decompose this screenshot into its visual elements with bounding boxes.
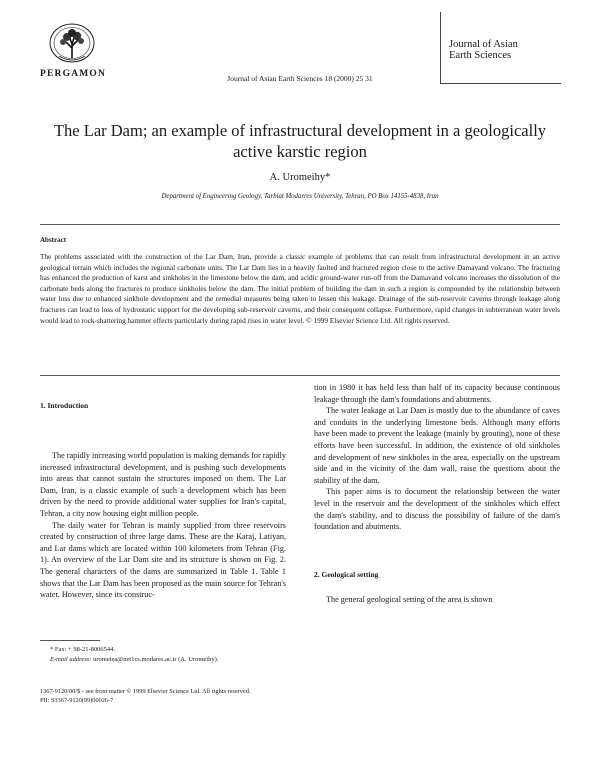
footnote-fax: * Fax: + 98-21-8006544. xyxy=(50,646,116,653)
journal-name-line1: Journal of Asian xyxy=(449,39,518,50)
tree-emblem-icon xyxy=(47,22,97,68)
intro-paragraph-1: The rapidly increasing world population is making demands for rapidly increased infrastructural development, and is pushing such developments into areas that cannot sustain the structures imposed on them. The Lar Dam, Iran, is a classic example of such a development which has been driven by the need to provide additional water supplies for Iran's capital, Tehran, a city now housing eight million people. xyxy=(40,451,286,518)
footnote-rule xyxy=(40,640,100,641)
intro-paragraph-3: tion in 1980 it has held less than half of its capacity because continuous leakage through the dam's foundations and abutments. xyxy=(314,383,560,404)
pii-line: PII: S1367-9120(99)00026-7 xyxy=(40,696,114,704)
journal-name-line2: Earth Sciences xyxy=(449,50,512,61)
intro-paragraph-4: The water leakage at Lar Dam is mostly due to the abundance of caves and conduits in the underlying limestone beds. Although many efforts have been made to prevent the leakage (mainly by grouting), none of these efforts have been successful. In addition, the existence of old sinkholes and development of new sinkholes in the area, especially on the upstream side and in the vicinity of the dam wall, raise the questions about the stability of the dam. xyxy=(314,406,560,485)
footnote-email-line xyxy=(40,655,218,665)
intro-paragraph-5: This paper aims is to document the relationship between the water level in the reservoir and the development of the sinkholes which effect the dam's stability, and to discuss the possibility of failure of the dam's foundation and abutments. xyxy=(314,487,560,532)
article-author: A. Uromeihy* xyxy=(269,172,331,183)
copyright-line: 1367-9120/00/$ - see front matter © 1999 Elsevier Science Ltd. All rights reserved. xyxy=(40,688,251,695)
journal-reference: Journal of Asian Earth Sciences 18 (2000) 25 31 xyxy=(227,74,373,83)
abstract-heading: Abstract xyxy=(40,236,67,244)
footnote-email-label: E-mail address: xyxy=(50,655,92,663)
journal-name xyxy=(449,39,518,61)
author-affiliation: Department of Engineering Geology, Tarbiat Modarres University, Tehran, PO Box 14155-4838, Iran xyxy=(161,193,439,200)
section-heading-geological-setting: 2. Geological setting xyxy=(314,569,379,579)
right-column xyxy=(314,382,560,606)
article-title: The Lar Dam; an example of infrastructural development in a geologically active karstic region xyxy=(53,121,547,161)
intro-paragraph-2: The daily water for Tehran is mainly supplied from three reservoirs created by construction of three large dams. These are the Karaj, Latiyan, and Lar dams which are located within 100 kilometers from Tehran (Fig. 1). An overview of the Lar Dam site and its structure is shown on Fig. 2. The general characters of the dams are summarized in Table 1. Table 1 shows that the Lar Dam has been proposed as the main source for Tehran's water. However, since its construc- xyxy=(40,520,286,600)
geology-paragraph-1: The general geological setting of the area is shown xyxy=(326,595,493,605)
footnote-email: uromeiea@net1cs.modares.ac.ir (A. Uromeihy). xyxy=(93,655,219,663)
publisher-logo xyxy=(47,22,97,68)
left-column xyxy=(40,401,286,601)
copyright-block xyxy=(40,688,250,705)
abstract-bottom-rule xyxy=(40,375,560,376)
abstract-text: The problems associated with the construction of the Lar Dam, Iran, provide a classic example of problems that can result from infrastructural development in an active geological terrain which includes the regional carbonate units. The Lar Dam lies in a heavily faulted and fractured region close to the active Damavand volcano. The fracturing has enhanced the production of karst and sinkholes in the limestone below the dam, and acidic ground-water run-off from the Damavand volcano increases the dissolution of the carbonate beds along the fractures to produce sinkholes below the dam. The initial problem of building the dam in such a region is compounded by the relationship between water loss due to enhanced sinkhole development and the remedial measures being taken to lessen this leakage. Drainage of the sub-reservoir caverns through leakage along fractures can lead to loss of hydrostatic support for the developing sub-reservoir caverns, and their consequent collapse. Furthermore, rapid changes in subterranean water levels would lead to rock-shattering hammer effects particularly during rapid rises in water level. © 1999 Elsevier Science Ltd. All rights reserved. xyxy=(40,252,560,325)
footnote xyxy=(40,645,218,664)
publisher-name: PERGAMON xyxy=(40,69,107,79)
section-heading-introduction: 1. Introduction xyxy=(40,401,89,410)
abstract-top-rule xyxy=(40,224,560,225)
